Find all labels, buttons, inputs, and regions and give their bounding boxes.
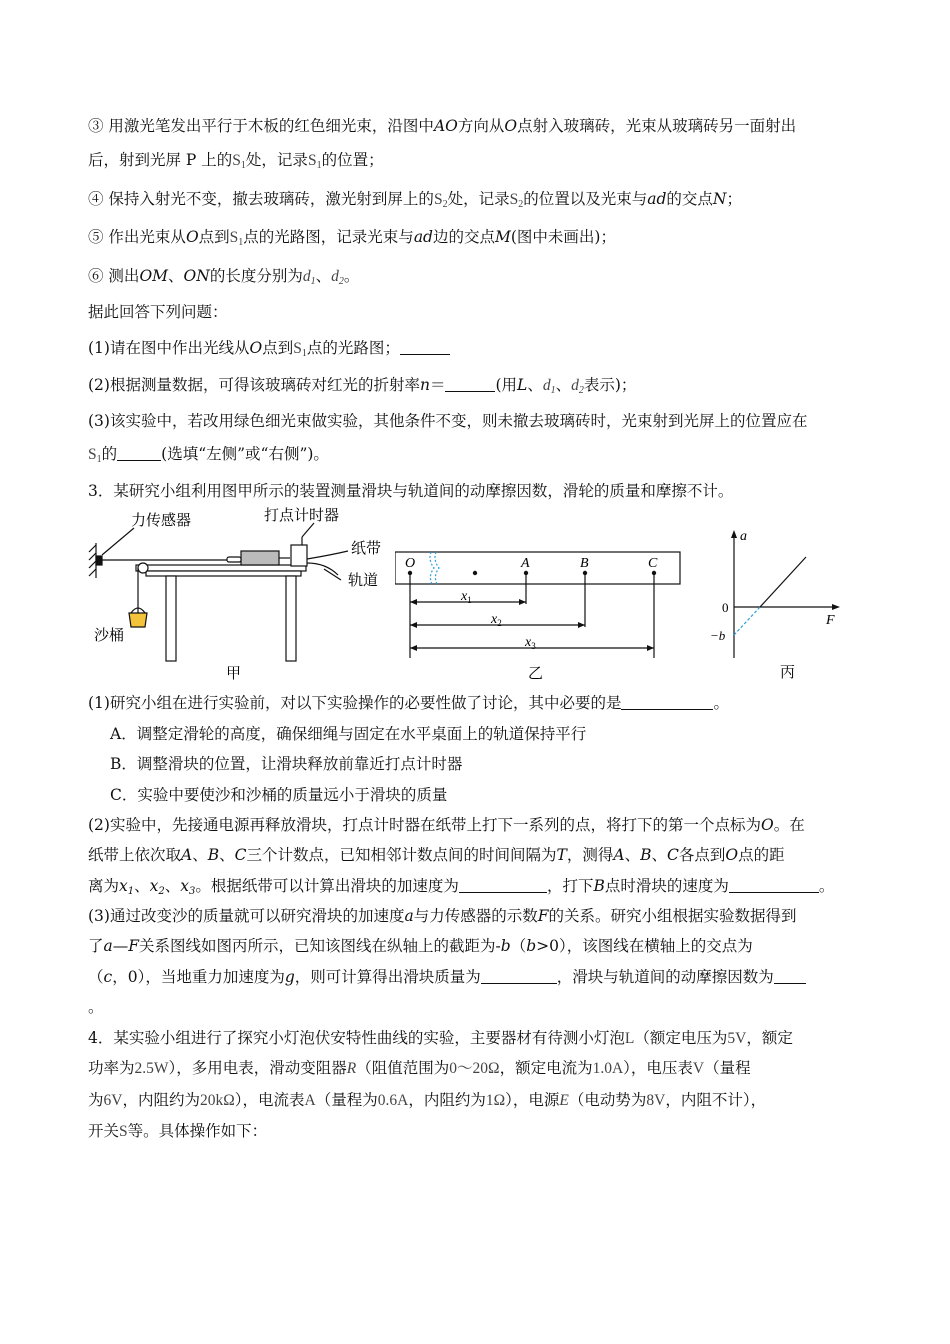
text: ，内阻约为 <box>122 1091 200 1109</box>
symbol: b <box>500 937 511 955</box>
text: 各点到 <box>678 846 726 864</box>
text: 的位置； <box>321 151 384 169</box>
step-5 <box>88 227 616 253</box>
label-timer: 打点计时器 <box>264 508 340 524</box>
symbol: B <box>593 877 605 895</box>
symbol: b <box>526 937 537 955</box>
step-4 <box>88 189 742 215</box>
text: 的交点 <box>666 190 713 208</box>
symbol: B <box>207 846 220 864</box>
p4-line-3 <box>88 1090 766 1111</box>
text: ⑤ 作出光束从 <box>88 228 186 246</box>
text: 点时滑块的速度为 <box>604 877 729 895</box>
text: 点到 <box>198 228 230 246</box>
symbol: O <box>185 228 199 246</box>
caption-yi: 乙 <box>528 666 544 682</box>
text: ，滑块与轨道间的动摩擦因数为 <box>556 968 774 986</box>
symbol: A <box>304 1092 316 1109</box>
symbol-s1: $S_1$ <box>293 340 307 359</box>
label-origin: 0 <box>722 600 729 615</box>
text: (1)研究小组在进行实验前，对以下实验操作的必要性做了讨论，其中必要的是 <box>88 694 622 712</box>
text: 。 <box>343 267 360 285</box>
dot-a <box>524 571 528 575</box>
p3-question-3-line-3 <box>88 967 806 987</box>
text: ，则可计算得出滑块质量为 <box>294 968 481 986</box>
problem-3-intro: 3．某研究小组利用图甲所示的装置测量滑块与轨道间的动摩擦因数，滑轮的质量和摩擦不计。 <box>88 482 734 500</box>
symbol: F <box>537 907 549 925</box>
value: 20kΩ <box>199 1092 235 1109</box>
symbol: N <box>712 190 727 208</box>
text: ，内阻约为 <box>408 1091 486 1109</box>
label-x3: $x_3$ <box>525 635 536 651</box>
step-6 <box>88 266 359 292</box>
symbol-s2: $S_2$ <box>509 191 524 210</box>
symbol: n <box>419 376 430 394</box>
p4-line-1 <box>88 1028 793 1049</box>
table-leg <box>286 576 296 661</box>
dot-b <box>583 571 587 575</box>
symbol: AO <box>433 117 458 135</box>
symbol: a <box>404 907 414 925</box>
symbol: A <box>613 846 625 864</box>
label-minus-b: −b <box>710 628 726 643</box>
symbol: R <box>346 1060 357 1077</box>
caption-jia: 甲 <box>226 666 242 682</box>
symbol-x3: $x_3$ <box>180 877 196 897</box>
text: 边的交点 <box>432 228 495 246</box>
text: 、 <box>164 877 181 895</box>
label-b: B <box>580 556 589 571</box>
dot <box>473 571 477 575</box>
text: 与力传感器的示数 <box>413 907 538 925</box>
text: 点射入玻璃砖，光束从玻璃砖另一面射出 <box>517 117 797 135</box>
text: 。根据纸带可以计算出滑块的加速度为 <box>195 877 459 895</box>
text: 点的光路图，记录光束与 <box>243 228 414 246</box>
symbol: S <box>119 1123 128 1140</box>
text: (选填“左侧”或“右侧”)。 <box>161 445 329 463</box>
step-3-line-2 <box>88 150 384 176</box>
text: 方向从 <box>457 117 505 135</box>
text: ），电流表 <box>234 1091 305 1109</box>
slider-block <box>241 551 279 565</box>
text: 的位置以及光束与 <box>523 190 648 208</box>
symbol-x2: $x_2$ <box>149 877 165 897</box>
tape <box>307 563 338 575</box>
text: (2)根据测量数据，可得该玻璃砖对红光的折射率 <box>88 376 420 394</box>
text: 等。具体操作如下： <box>127 1122 268 1140</box>
label-f-axis: F <box>826 613 835 628</box>
text: (图中未画出)； <box>510 228 616 246</box>
text: ，内阻不计）， <box>665 1091 767 1109</box>
text: ，额定 <box>746 1029 793 1047</box>
p3-question-1 <box>88 693 729 713</box>
text: 离为 <box>88 877 120 895</box>
symbol-d2: $d_2$ <box>331 268 344 287</box>
text: (2)实验中，先接通电源再释放滑块，打点计时器在纸带上打下一系列的点，将打下的第一个点标为 <box>88 816 761 834</box>
a-f-line <box>760 557 806 607</box>
answer-blank[interactable] <box>459 878 547 893</box>
table-top <box>146 571 301 576</box>
tape-break <box>435 552 439 584</box>
tape-leader <box>307 551 348 559</box>
label-bucket: 沙桶 <box>94 628 125 644</box>
symbol: a—F <box>103 937 140 955</box>
symbol: C <box>667 846 679 864</box>
text: (1)请在图中作出光线从 <box>88 339 250 357</box>
symbol: A <box>181 846 193 864</box>
answer-blank[interactable] <box>445 377 495 392</box>
label-a: A <box>521 556 530 571</box>
symbol-d1: $d_1$ <box>302 268 316 287</box>
symbol: O <box>504 117 518 135</box>
text: ⑥ 测出 <box>88 267 140 285</box>
figure-jia-apparatus <box>86 503 386 683</box>
symbol: M <box>495 228 511 246</box>
text: 、 <box>219 846 235 864</box>
symbol: ON <box>183 267 210 285</box>
p3-question-2-line-3 <box>88 876 834 902</box>
text: ，额定电流为 <box>499 1059 593 1077</box>
symbol-s1: $S_1$ <box>307 152 322 171</box>
text: ＝ <box>429 376 446 394</box>
text: 处，记录 <box>245 151 308 169</box>
text: 4．某实验小组进行了探究小灯泡伏安特性曲线的实验，主要器材有待测小灯泡 <box>88 1029 625 1047</box>
text: 、 <box>192 846 208 864</box>
symbol: T <box>556 846 567 864</box>
force-sensor <box>96 556 102 565</box>
symbol: L <box>517 376 528 394</box>
text: ③ 用激光笔发出平行于木板的红色细光束，沿图中 <box>88 117 434 135</box>
text: （电动势为 <box>568 1091 647 1109</box>
figure-bing-graph <box>708 522 858 684</box>
symbol: OM <box>139 267 169 285</box>
paper-tape <box>395 552 680 584</box>
text: (用 <box>495 376 518 394</box>
figure-yi-tape <box>395 540 690 685</box>
p3-question-3-line-2 <box>88 936 753 956</box>
symbol: c <box>103 968 113 986</box>
x-arrow <box>832 604 840 610</box>
text: 的长度分别为 <box>209 267 303 285</box>
text: 、 <box>624 846 641 864</box>
text: 、 <box>527 376 543 394</box>
text: （ <box>510 937 527 955</box>
text: 、 <box>134 877 150 895</box>
label-track: 轨道 <box>348 573 379 589</box>
label-c: C <box>648 556 658 571</box>
value: 6V <box>103 1092 123 1109</box>
caption-bing: 丙 <box>780 665 796 681</box>
answer-blank[interactable] <box>774 969 806 984</box>
label-tape: 纸带 <box>351 541 382 557</box>
timer <box>291 545 307 566</box>
p3-question-2-line-1 <box>88 815 805 835</box>
symbol: E <box>559 1092 569 1109</box>
symbol: V <box>692 1060 705 1077</box>
text: 。 <box>818 877 835 895</box>
text: 了 <box>88 937 104 955</box>
pulley <box>138 563 148 573</box>
label-o: O <box>405 556 416 571</box>
text: 为 <box>88 1091 104 1109</box>
text: 点的距 <box>738 846 785 864</box>
sand-bucket <box>129 613 147 627</box>
value: 8V <box>646 1092 666 1109</box>
value: 5V <box>727 1030 747 1047</box>
answer-blank[interactable] <box>729 878 819 893</box>
text: 表示)； <box>583 376 637 394</box>
symbol: ad <box>413 228 433 246</box>
question-1 <box>88 338 450 364</box>
text: 开关 <box>88 1122 120 1140</box>
text: 的 <box>101 445 118 463</box>
value: 2.5W <box>134 1060 169 1077</box>
text: 关系图线如图丙所示，已知该图线在纵轴上的截距为- <box>139 937 501 955</box>
text: 点到 <box>262 339 294 357</box>
tape-break <box>430 552 434 584</box>
text: （阻值范围为 <box>356 1059 450 1077</box>
p3-question-3-line-1 <box>88 906 797 926</box>
dot-c <box>652 571 656 575</box>
text: >0），该图线在横轴上的交点为 <box>536 937 753 955</box>
p3-question-3-line-4: 。 <box>88 998 104 1016</box>
p3-question-2-line-2 <box>88 845 785 865</box>
text: （额定电压为 <box>634 1029 728 1047</box>
text: （量程为 <box>315 1091 378 1109</box>
symbol: ad <box>647 190 667 208</box>
text: ④ 保持入射光不变，撤去玻璃砖，激光射到屏上的 <box>88 190 434 208</box>
text: ），电压表 <box>623 1059 693 1077</box>
text: ，0），当地重力加速度为 <box>112 968 285 986</box>
text: 、 <box>315 267 332 285</box>
label-x1: $x_1$ <box>461 589 472 605</box>
answer-blank[interactable] <box>117 446 161 461</box>
text: 处，记录 <box>447 190 510 208</box>
y-arrow <box>731 530 737 538</box>
text: 三个计数点，已知相邻计数点间的时间间隔为 <box>246 846 557 864</box>
symbol-x1: $x_1$ <box>119 877 135 897</box>
slider-hook <box>227 557 241 562</box>
text: ； <box>726 190 742 208</box>
label-force-sensor: 力传感器 <box>131 513 192 529</box>
value: 0～20Ω <box>449 1060 500 1077</box>
symbol: C <box>234 846 247 864</box>
option-a: A．调整定滑轮的高度，确保细绳与固定在水平桌面上的轨道保持平行 <box>110 725 587 743</box>
extrapolated-line <box>734 607 760 635</box>
text: 。在 <box>773 816 805 834</box>
question-3-line-2 <box>88 444 329 470</box>
symbol-s1: $S_1$ <box>229 229 244 248</box>
text: （量程 <box>704 1059 751 1077</box>
question-2 <box>88 375 636 401</box>
text: ），多用电表，滑动变阻器 <box>168 1059 347 1077</box>
symbol: g <box>284 968 295 986</box>
leader-line <box>302 523 314 537</box>
value: 0.6A <box>377 1092 409 1109</box>
label-a-axis: a <box>740 529 747 544</box>
label-x2: $x_2$ <box>491 612 502 628</box>
text: 后，射到光屏 P 上的 <box>88 151 233 169</box>
option-b: B．调整滑块的位置，让滑块释放前靠近打点计时器 <box>110 755 463 773</box>
track <box>136 565 306 571</box>
text: ），电源 <box>505 1091 560 1109</box>
leader-line <box>102 528 134 555</box>
intro-text: 据此回答下列问题： <box>88 303 228 321</box>
symbol: O <box>725 846 739 864</box>
value: 1.0A <box>592 1060 624 1077</box>
answer-blank[interactable] <box>481 969 557 984</box>
text: 。 <box>713 694 729 712</box>
wall-hatch <box>89 545 96 576</box>
text: （ <box>88 968 104 986</box>
symbol: B <box>640 846 652 864</box>
text: 、 <box>168 267 184 285</box>
table-leg <box>166 576 176 661</box>
text: (3)通过改变沙的质量就可以研究滑块的加速度 <box>88 907 405 925</box>
text: 点的光路图； <box>306 339 400 357</box>
text: 、 <box>555 376 572 394</box>
answer-blank[interactable] <box>400 340 450 355</box>
symbol-s1: $S_1$ <box>232 152 246 171</box>
symbol-d1: $d_1$ <box>542 377 556 396</box>
value: 1Ω <box>485 1092 506 1109</box>
step-3-line-1 <box>88 116 796 136</box>
text: 功率为 <box>88 1059 135 1077</box>
question-3-line-1: (3)该实验中，若改用绿色细光束做实验，其他条件不变，则未撤去玻璃砖时，光束射到光屏上的位置应在 <box>88 412 808 430</box>
text: ，测得 <box>566 846 614 864</box>
p4-line-4 <box>88 1121 267 1142</box>
text: 纸带上依次取 <box>88 846 182 864</box>
text: ，打下 <box>546 877 594 895</box>
symbol-s1: $S_1$ <box>88 446 102 465</box>
answer-blank[interactable] <box>621 695 713 710</box>
p4-line-2 <box>88 1058 751 1079</box>
option-c: C．实验中要使沙和沙桶的质量远小于滑块的质量 <box>110 786 448 804</box>
text: 、 <box>651 846 668 864</box>
symbol: O <box>249 339 263 357</box>
symbol-d2: $d_2$ <box>571 377 584 396</box>
text: 的关系。研究小组根据实验数据得到 <box>548 907 797 925</box>
symbol: L <box>624 1030 635 1047</box>
symbol-s2: $S_2$ <box>433 191 448 210</box>
symbol: O <box>760 816 774 834</box>
dot-o <box>408 571 412 575</box>
